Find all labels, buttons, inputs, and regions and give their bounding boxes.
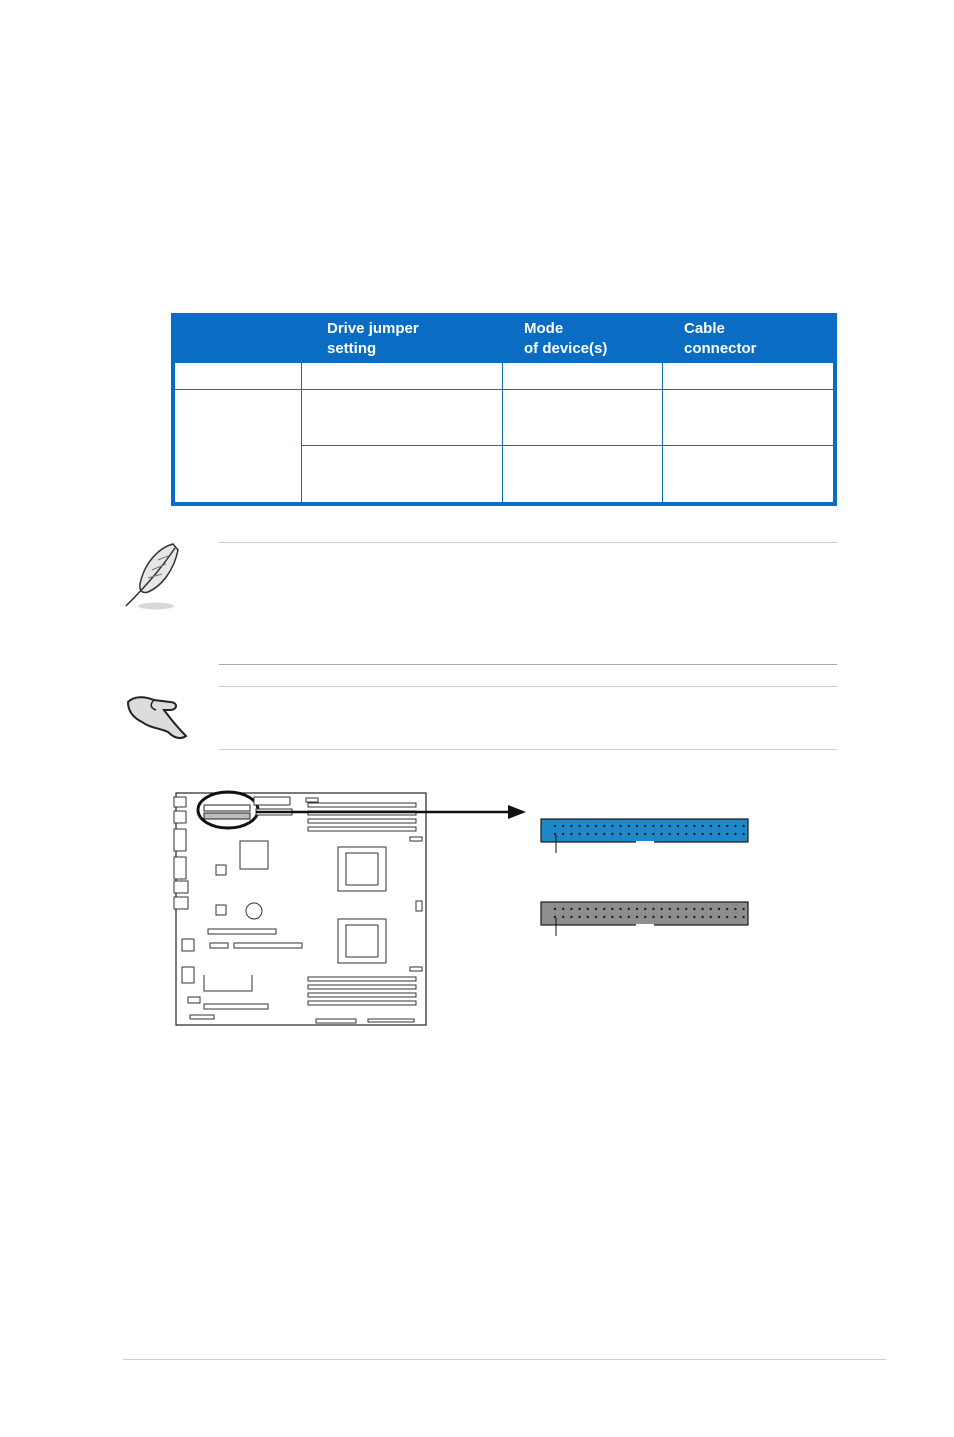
connector-pin	[611, 825, 613, 827]
connector-pin	[685, 916, 687, 918]
connector-pin	[701, 908, 703, 910]
connector-pin	[587, 825, 589, 827]
cmos-battery	[246, 903, 262, 919]
connector-pin	[718, 833, 720, 835]
connector-pin	[636, 833, 638, 835]
connector-pin	[619, 916, 621, 918]
header-line: connector	[684, 340, 757, 357]
header-line: Drive jumper	[327, 320, 419, 337]
connector-pin	[710, 833, 712, 835]
connector-pin	[734, 916, 736, 918]
pci-slot	[204, 1004, 268, 1009]
board-connector	[188, 997, 200, 1003]
connector-pin	[652, 833, 654, 835]
secondary-ide-connector	[541, 902, 748, 936]
connector-pin	[742, 916, 744, 918]
connector-pin	[636, 916, 638, 918]
table-divider	[662, 363, 663, 502]
note-top-rule	[219, 542, 837, 543]
board-part	[410, 837, 422, 841]
connector-pin	[652, 825, 654, 827]
board-connector	[254, 797, 290, 805]
connector-pin	[644, 825, 646, 827]
connector-pin	[595, 916, 597, 918]
connector-pin	[742, 908, 744, 910]
connector-pin	[644, 833, 646, 835]
primary-ide-connector	[541, 819, 748, 853]
board-part	[410, 967, 422, 971]
connector-pin	[677, 908, 679, 910]
connector-pin	[611, 916, 613, 918]
connector-pin	[570, 825, 572, 827]
connector-pin	[619, 908, 621, 910]
connector-pin	[587, 833, 589, 835]
connector-pin	[554, 825, 556, 827]
connector-pin	[578, 908, 580, 910]
cpu-socket-inner	[346, 853, 378, 885]
connector-pin	[701, 916, 703, 918]
connector-pin	[628, 908, 630, 910]
board-connector	[306, 798, 318, 802]
board-connector	[210, 943, 228, 948]
connector-pin	[628, 825, 630, 827]
connector-pin	[669, 908, 671, 910]
rear-port	[174, 811, 186, 823]
connector-pin	[701, 833, 703, 835]
connector-pin	[660, 908, 662, 910]
board-chip	[216, 905, 226, 915]
connector-pin	[619, 825, 621, 827]
connector-pin	[603, 833, 605, 835]
connector-pin	[660, 916, 662, 918]
board-chip	[182, 967, 194, 983]
dimm-slot	[308, 827, 416, 831]
connector-pin	[710, 825, 712, 827]
dimm-slot	[308, 803, 416, 807]
connector-pin	[603, 916, 605, 918]
connector-pin	[603, 825, 605, 827]
connector-pin	[652, 908, 654, 910]
warning-bottom-rule	[219, 749, 837, 750]
connector-pin	[636, 825, 638, 827]
header-line: Mode	[524, 320, 564, 337]
pci-slot	[208, 929, 276, 934]
footer-rule	[123, 1359, 886, 1360]
connector-pin	[742, 833, 744, 835]
connector-pin	[578, 833, 580, 835]
hand-icon	[124, 688, 192, 742]
connector-pin	[644, 908, 646, 910]
header-line: setting	[327, 340, 377, 357]
connector-pin	[554, 916, 556, 918]
rear-port	[174, 897, 188, 909]
connector-pin	[562, 908, 564, 910]
ide-secondary-on-board	[204, 813, 250, 819]
pointer-arrow-head	[508, 805, 526, 819]
board-chip	[216, 865, 226, 875]
chipset	[240, 841, 268, 869]
rear-port	[174, 797, 186, 807]
connector-pin	[562, 833, 564, 835]
connector-pin	[710, 908, 712, 910]
connector-pin	[742, 825, 744, 827]
motherboard-layout-diagram	[170, 783, 770, 1033]
connector-pin	[603, 908, 605, 910]
connector-pin	[710, 916, 712, 918]
connector-pin	[718, 916, 720, 918]
connector-pin	[636, 908, 638, 910]
connector-pin	[718, 825, 720, 827]
connector-pin	[587, 916, 589, 918]
table-divider	[502, 363, 503, 502]
rear-port	[174, 857, 186, 879]
cpu-socket-inner	[346, 925, 378, 957]
dimm-slot	[308, 985, 416, 989]
connector-pin	[595, 908, 597, 910]
header-line: of device(s)	[524, 340, 608, 357]
connector-pin	[726, 833, 728, 835]
connector-pin	[718, 908, 720, 910]
ide-primary-on-board	[204, 805, 250, 811]
board-connector	[190, 1015, 214, 1019]
connector-pin	[677, 833, 679, 835]
board-chip	[182, 939, 194, 951]
connector-pin	[693, 916, 695, 918]
rear-port	[174, 829, 186, 851]
dimm-slot	[308, 993, 416, 997]
connector-pin	[669, 825, 671, 827]
connector-pin	[701, 825, 703, 827]
connector-pin	[693, 908, 695, 910]
warning-top-rule	[219, 686, 837, 687]
connector-pin	[652, 916, 654, 918]
feather-quill-icon	[118, 540, 188, 614]
connector-pin	[578, 825, 580, 827]
connector-pin	[587, 908, 589, 910]
table-header-drive-jumper	[327, 319, 419, 359]
header-line: Cable	[684, 320, 725, 337]
connector-pin	[693, 825, 695, 827]
connector-pin	[595, 825, 597, 827]
connector-pin	[677, 825, 679, 827]
connector-pin	[628, 916, 630, 918]
connector-pin	[619, 833, 621, 835]
connector-pin	[734, 908, 736, 910]
board-part	[416, 901, 422, 911]
connector-pin	[677, 916, 679, 918]
connector-pin	[570, 908, 572, 910]
connector-pin	[562, 825, 564, 827]
connector-pin	[570, 916, 572, 918]
dimm-slot	[308, 1001, 416, 1005]
board-connector	[368, 1019, 414, 1022]
connector-pin	[693, 833, 695, 835]
connector-pin	[734, 833, 736, 835]
connector-pin	[554, 908, 556, 910]
connector-pin	[570, 833, 572, 835]
connector-pin	[595, 833, 597, 835]
pci-slot	[234, 943, 302, 948]
connector-pin	[611, 908, 613, 910]
table-row-divider	[175, 389, 833, 390]
note-bottom-rule	[219, 664, 837, 665]
connector-pin	[685, 833, 687, 835]
connector-pin	[669, 916, 671, 918]
table-row-divider	[301, 445, 833, 446]
connector-pin	[726, 916, 728, 918]
connector-pin	[611, 833, 613, 835]
connector-pin	[628, 833, 630, 835]
connector-pin	[685, 825, 687, 827]
connector-pin	[726, 825, 728, 827]
board-connector	[316, 1019, 356, 1023]
connector-pin	[734, 825, 736, 827]
ide-jumper-table	[171, 313, 837, 506]
connector-pin	[578, 916, 580, 918]
connector-pin	[685, 908, 687, 910]
dimm-slot	[308, 819, 416, 823]
table-body	[175, 363, 833, 502]
rear-port	[174, 881, 188, 893]
connector-pin	[562, 916, 564, 918]
dimm-slot	[308, 977, 416, 981]
table-header-mode	[524, 319, 607, 359]
table-divider	[301, 363, 302, 502]
connector-pin	[644, 916, 646, 918]
connector-pin	[660, 825, 662, 827]
connector-pin	[726, 908, 728, 910]
connector-pin	[554, 833, 556, 835]
connector-pin	[660, 833, 662, 835]
connector-pin	[669, 833, 671, 835]
table-header-cable	[684, 319, 757, 359]
